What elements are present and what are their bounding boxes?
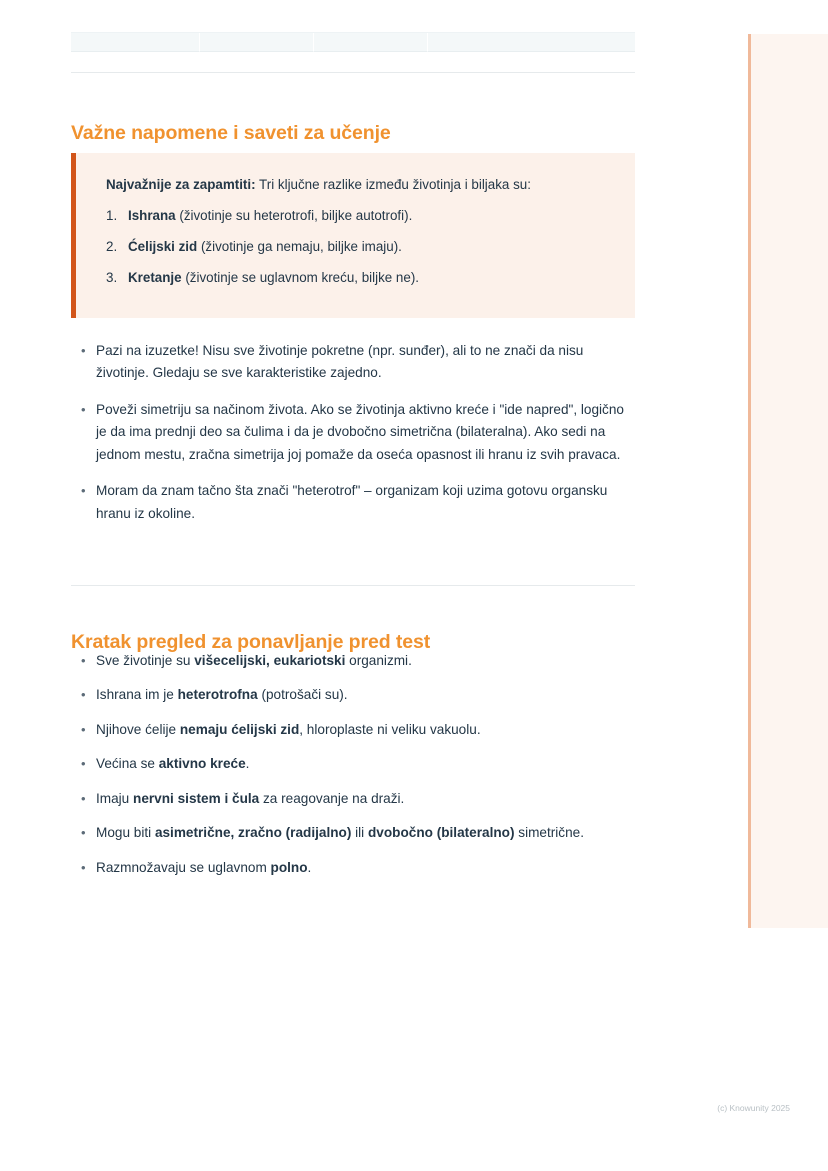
list-item-emphasis: nervni sistem i čula	[133, 790, 260, 806]
list-item-text: Njihove ćelije	[96, 721, 180, 737]
callout-list-item	[128, 206, 609, 226]
section-divider-middle	[71, 585, 635, 586]
list-item: • Poveži simetriju sa načinom života. Ako se životinja aktivno kreće i "ide napred", logično je da ima prednji deo sa čulima i da je dvobočno simetrična (bilateralna). Ako sedi na jednom mestu, zračna simetrija joj pomaže da oseća opasnost ili hranu iz svih pravaca.	[71, 399, 635, 466]
list-item-text: Većina se	[96, 756, 159, 772]
callout-numbered-list	[106, 206, 609, 288]
notes-bullet-list	[71, 340, 635, 539]
table-cell	[314, 33, 428, 52]
list-item-text: Razmnožavaju se uglavnom	[96, 859, 271, 875]
list-item	[71, 788, 635, 810]
list-item-text: (potrošači su).	[257, 687, 348, 703]
list-item-text: simetrične.	[514, 825, 584, 841]
table-cell	[428, 33, 635, 52]
table-cell	[71, 33, 200, 52]
callout-lead	[106, 175, 609, 195]
list-item	[71, 857, 635, 879]
callout-item-term: Ćelijski zid	[128, 239, 198, 255]
callout-lead-bold: Najvažnije za zapamtiti:	[106, 177, 256, 192]
list-item-emphasis: polno	[270, 859, 308, 875]
list-item-emphasis: heterotrofna	[177, 687, 258, 703]
list-item-text: , hloroplaste ni veliku vakuolu.	[299, 721, 481, 737]
page-footer-copyright: (c) Knowunity 2025	[717, 1103, 790, 1113]
list-item-emphasis: asimetrične, zračno (radijalno)	[154, 825, 352, 841]
table-fragment	[71, 32, 635, 52]
section-heading-notes: Važne napomene i saveti za učenje	[71, 122, 391, 145]
callout-item-text: (životinje ga nemaju, biljke imaju).	[197, 239, 402, 255]
table-cell	[200, 33, 314, 52]
callout-list-item	[128, 237, 609, 257]
list-item	[71, 684, 635, 706]
list-item-text: za reagovanje na draži.	[259, 790, 405, 806]
list-item-text: ili	[351, 825, 368, 841]
section-divider-top	[71, 72, 635, 73]
list-item-emphasis: aktivno kreće	[158, 756, 246, 772]
list-item	[71, 753, 635, 775]
list-item	[71, 719, 635, 741]
list-item-text: Imaju	[96, 790, 134, 806]
list-item-text: Mogu biti	[96, 825, 155, 841]
list-item-emphasis: nemaju ćelijski zid	[179, 721, 300, 737]
callout-list-item	[128, 268, 609, 288]
list-item-emphasis: višecelijski, eukariotski	[194, 653, 346, 668]
key-takeaway-callout	[71, 153, 635, 318]
section-heading-review: Kratak pregled za ponavljanje pred test	[71, 631, 431, 654]
list-item-text: Ishrana im je	[96, 687, 178, 703]
list-item-text: organizmi.	[345, 653, 412, 668]
list-item-emphasis: dvobočno (bilateralno)	[367, 825, 515, 841]
list-item-text: .	[245, 756, 250, 772]
list-item: • Pazi na izuzetke! Nisu sve životinje pokretne (npr. sunđer), ali to ne znači da nisu životinje. Gledaju se sve karakteristike zajedno.	[71, 340, 635, 385]
list-item	[71, 650, 635, 672]
callout-item-term: Ishrana	[128, 208, 176, 224]
callout-item-term: Kretanje	[128, 270, 182, 286]
callout-item-text: (životinje su heterotrofi, biljke autotrofi).	[175, 208, 413, 224]
list-item	[71, 822, 635, 844]
callout-lead-rest: Tri ključne razlike između životinja i biljaka su:	[255, 177, 531, 192]
right-margin-panel	[748, 34, 828, 928]
list-item-text: Sve životinje su	[96, 653, 195, 668]
list-item-text: .	[307, 859, 312, 875]
callout-item-text: (životinje se uglavnom kreću, biljke ne).	[181, 270, 420, 286]
list-item: • Moram da znam tačno šta znači "heterotrof" – organizam koji uzima gotovu organsku hranu iz okoline.	[71, 480, 635, 525]
review-bullet-list	[71, 650, 635, 891]
